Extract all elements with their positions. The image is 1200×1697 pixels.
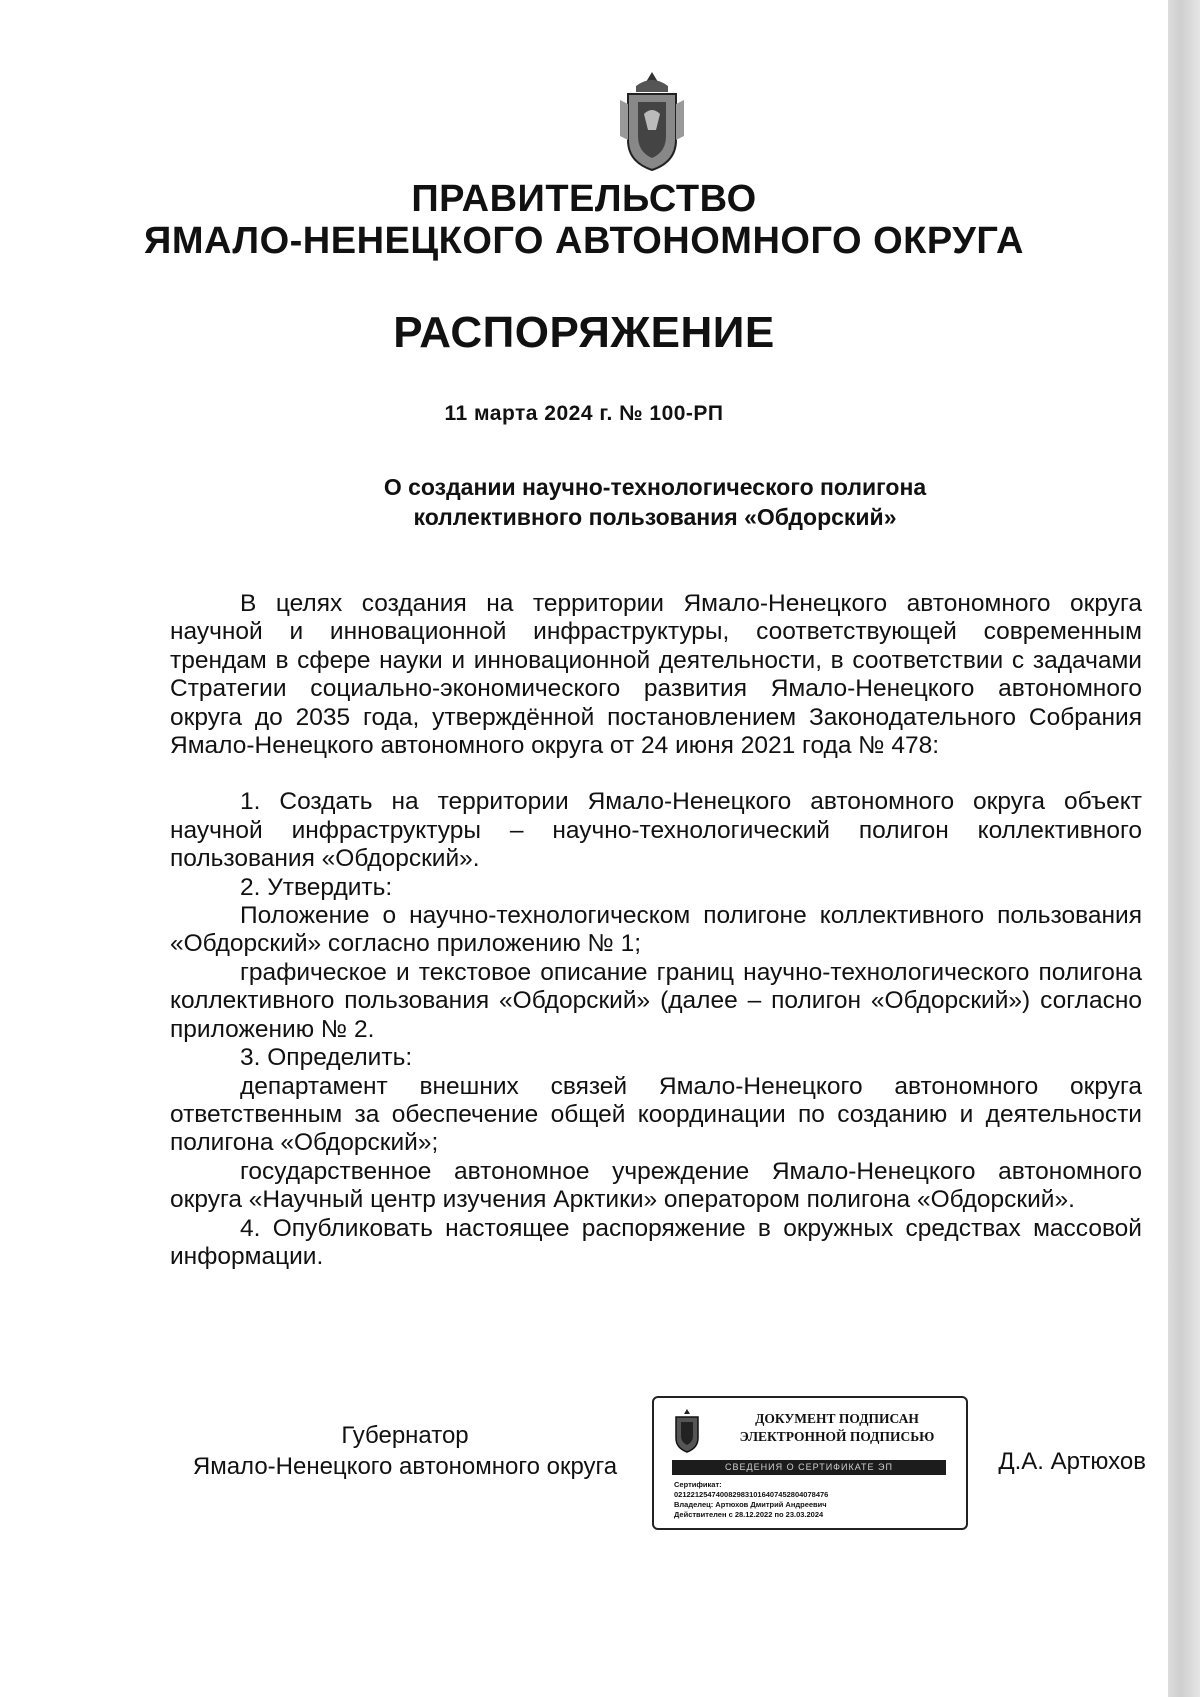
subject-line-2: коллективного пользования «Обдорский»	[413, 504, 897, 530]
stamp-owner: Владелец: Артюхов Дмитрий Андреевич	[674, 1500, 827, 1509]
subject-line-1: О создании научно-технологического полигона	[383, 474, 927, 500]
document-type: РАСПОРЯЖЕНИЕ	[393, 308, 775, 357]
preamble-paragraph: В целях создания на территории Ямало-Ненецкого автономного округа научной и инновационной инфраструктуры, соответствующей современным трендам в сфере науки и инновационной деятельности, в соответствии с задачами Стратегии социально-экономического развития Ямало-Ненецкого автономного округа до 2035 года, утверждённой постановлением Законодательного Собрания Ямало-Ненецкого автономного округа от 24 июня 2021 года № 478:	[170, 590, 1142, 760]
stamp-heading-line-2: ЭЛЕКТРОННОЙ ПОДПИСЬЮ	[739, 1429, 935, 1444]
document-body	[170, 590, 1142, 1271]
document-subject	[0, 472, 1200, 532]
government-title: ПРАВИТЕЛЬСТВО	[411, 178, 757, 220]
stamp-heading	[712, 1410, 962, 1446]
document-date-number: 11 марта 2024 г. № 100-РП	[444, 402, 724, 425]
item-3-paragraph: 3. Определить:	[240, 1044, 413, 1072]
item-2b-paragraph: графическое и текстовое описание границ научно-технологического полигона коллективного пользования «Обдорский» (далее – полигон «Обдорский») согласно приложению № 2.	[170, 958, 1142, 1043]
stamp-cert-label: Сертификат:	[674, 1480, 722, 1489]
stamp-emblem-icon	[672, 1408, 702, 1454]
item-3b-paragraph: государственное автономное учреждение Ямало-Ненецкого автономного округа «Научный центр изучения Арктики» оператором полигона «Обдорский».	[170, 1157, 1142, 1214]
government-region: ЯМАЛО-НЕНЕЦКОГО АВТОНОМНОГО ОКРУГА	[144, 220, 1024, 262]
item-3a-paragraph: департамент внешних связей Ямало-Ненецкого автономного округа ответственным за обеспечение общей координации по созданию и деятельности полигона «Обдорский»;	[170, 1072, 1142, 1157]
item-2a-paragraph: Положение о научно-технологическом полигоне коллективного пользования «Обдорский» согласно приложению № 1;	[170, 902, 1142, 958]
stamp-certificate-bar: СВЕДЕНИЯ О СЕРТИФИКАТЕ ЭП	[672, 1460, 946, 1475]
stamp-validity: Действителен с 28.12.2022 по 23.03.2024	[674, 1510, 824, 1519]
page-edge-shadow	[1168, 0, 1200, 1697]
electronic-signature-stamp	[652, 1396, 968, 1530]
signatory-title-line-2: Ямало-Ненецкого автономного округа	[192, 1453, 618, 1480]
signatory-title-line-1: Губернатор	[341, 1422, 469, 1449]
signatory-name: Д.А. Артюхов	[998, 1448, 1146, 1475]
coat-of-arms-emblem	[616, 70, 688, 174]
signatory-title	[170, 1420, 640, 1482]
item-2-paragraph: 2. Утвердить:	[240, 873, 393, 901]
stamp-cert-value: 0212212547400829831016407452804078476	[674, 1490, 829, 1499]
item-1-paragraph: 1. Создать на территории Ямало-Ненецкого автономного округа объект научной инфраструктуры – научно-технологический полигон коллективного пользования «Обдорский».	[170, 788, 1142, 873]
stamp-heading-line-1: ДОКУМЕНТ ПОДПИСАН	[755, 1411, 919, 1426]
item-4-paragraph: 4. Опубликовать настоящее распоряжение в окружных средствах массовой информации.	[170, 1214, 1142, 1270]
